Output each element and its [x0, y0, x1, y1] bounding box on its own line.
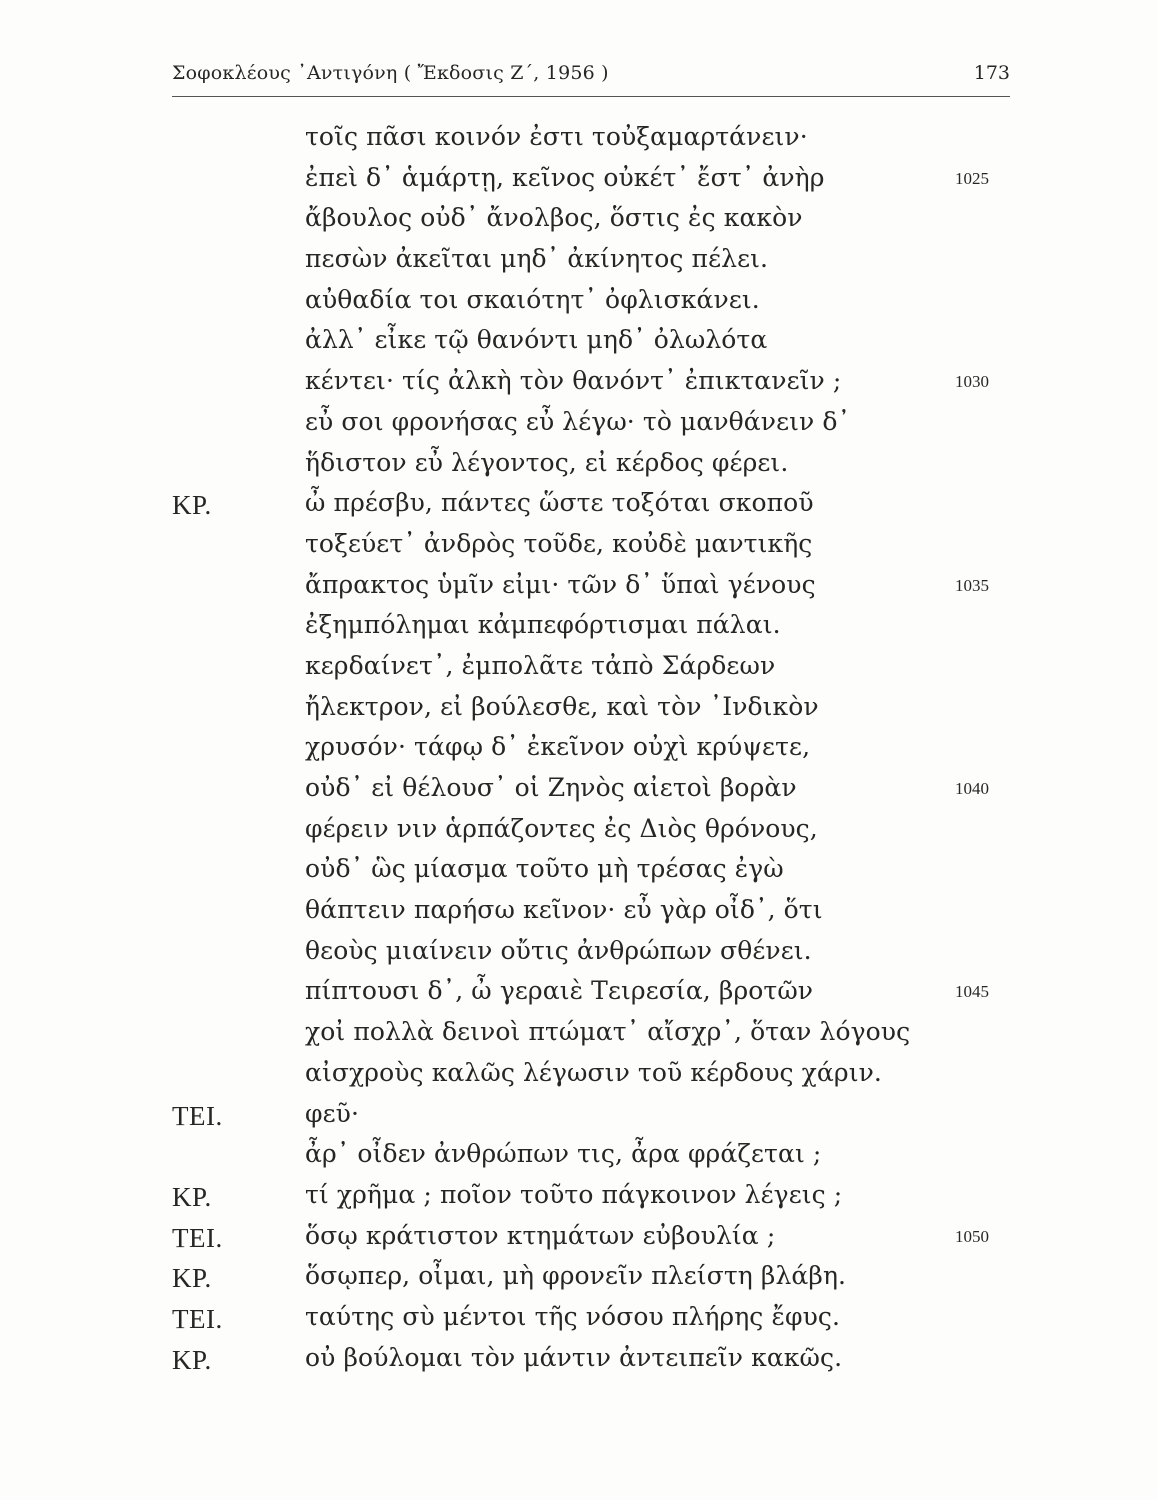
verse-text: ἄπρακτος ὑμῖν εἰμι· τῶν δ᾿ ὕπαὶ γένους: [305, 569, 816, 599]
verse-text: ἥδιστον εὖ λέγοντος, εἰ κέρδος φέρει.: [305, 447, 789, 477]
verse-line: [0, 688, 1158, 729]
verse-line: [0, 769, 1158, 810]
verse-line: [0, 362, 1158, 403]
verse-line: [0, 403, 1158, 444]
verse-text: πίπτουσι δ᾿, ὦ γεραιὲ Τειρεσία, βροτῶν: [305, 976, 814, 1006]
verse-line: [0, 525, 1158, 566]
verse-line: [0, 1339, 1158, 1380]
verse-text: κέντει· τίς ἀλκὴ τὸν θανόντ᾿ ἐπικτανεῖν ;: [305, 366, 842, 396]
verse-text: ταύτης σὺ μέντοι τῆς νόσου πλήρης ἔφυς.: [305, 1301, 841, 1331]
verse-line: [0, 647, 1158, 688]
verse-text: οὐδ᾿ εἰ θέλουσ᾿ οἱ Ζηνὸς αἰετοὶ βορὰν: [305, 773, 797, 802]
verse-line: [0, 240, 1158, 281]
line-number: 1050: [955, 1226, 989, 1246]
speaker-label: ΚΡ.: [172, 490, 212, 521]
verse-line: [0, 444, 1158, 485]
speaker-label: ΚΡ.: [172, 1181, 212, 1212]
verse-text: κερδαίνετ᾿, ἐμπολᾶτε τἀπὸ Σάρδεων: [305, 650, 776, 680]
verse-line: [0, 159, 1158, 200]
verse-line: [0, 1135, 1158, 1176]
verse-line: [0, 810, 1158, 851]
verse-text: θεοὺς μιαίνειν οὔτις ἀνθρώπων σθένει.: [305, 935, 812, 965]
verse-line: [0, 281, 1158, 322]
verse-line: [0, 484, 1158, 525]
verse-text: τί χρῆμα ; ποῖον τοῦτο πάγκοινον λέγεις ;: [305, 1179, 843, 1209]
verse-line: [0, 1095, 1158, 1136]
verse-line: [0, 566, 1158, 607]
verse-block: [0, 118, 1158, 1379]
verse-text: φεῦ·: [305, 1098, 360, 1128]
verse-line: [0, 932, 1158, 973]
verse-line: [0, 1298, 1158, 1339]
verse-text: ἆρ᾿ οἶδεν ἀνθρώπων τις, ἆρα φράζεται ;: [305, 1139, 822, 1169]
verse-line: [0, 1217, 1158, 1258]
line-number: 1035: [955, 575, 989, 595]
verse-line: [0, 972, 1158, 1013]
verse-line: [0, 606, 1158, 647]
page-number: 173: [973, 62, 1010, 84]
verse-text: τοξεύετ᾿ ἀνδρὸς τοῦδε, κοὐδὲ μαντικῆς: [305, 528, 813, 558]
verse-line: [0, 1054, 1158, 1095]
speaker-label: ΚΡ.: [172, 1344, 212, 1375]
line-number: 1045: [955, 982, 989, 1002]
verse-text: ἤλεκτρον, εἰ βούλεσθε, καὶ τὸν ᾿Ινδικὸν: [305, 691, 819, 721]
verse-text: χρυσόν· τάφῳ δ᾿ ἐκεῖνον οὐχὶ κρύψετε,: [305, 732, 811, 762]
verse-text: χοἰ πολλὰ δεινοὶ πτώματ᾿ αἴσχρ᾿, ὅταν λόγους: [305, 1017, 911, 1047]
verse-line: [0, 850, 1158, 891]
verse-text: φέρειν νιν ἁρπάζοντες ἐς Διὸς θρόνους,: [305, 813, 818, 843]
verse-text: ὅσῳ κράτιστον κτημάτων εὐβουλία ;: [305, 1220, 776, 1250]
verse-text: οὐ βούλομαι τὸν μάντιν ἀντειπεῖν κακῶς.: [305, 1342, 843, 1372]
speaker-label: ΤΕΙ.: [172, 1222, 223, 1253]
verse-line: [0, 199, 1158, 240]
verse-text: αὐθαδία τοι σκαιότητ᾿ ὀφλισκάνει.: [305, 284, 760, 314]
verse-text: αἰσχροὺς καλῶς λέγωσιν τοῦ κέρδους χάριν.: [305, 1057, 882, 1087]
verse-text: πεσὼν ἀκεῖται μηδ᾿ ἀκίνητος πέλει.: [305, 244, 769, 274]
verse-text: τοῖς πᾶσι κοινόν ἐστι τοὐξαμαρτάνειν·: [305, 122, 808, 151]
verse-line: [0, 1176, 1158, 1217]
verse-text: ἐπεὶ δ᾿ ἁμάρτῃ, κεῖνος οὐκέτ᾿ ἔστ᾿ ἀνὴρ: [305, 162, 825, 192]
speaker-label: ΚΡ.: [172, 1263, 212, 1294]
verse-line: [0, 321, 1158, 362]
verse-line: [0, 891, 1158, 932]
verse-line: [0, 118, 1158, 159]
verse-text: ἄβουλος οὐδ᾿ ἄνολβος, ὅστις ἐς κακὸν: [305, 203, 803, 233]
verse-text: θάπτειν παρήσω κεῖνον· εὖ γὰρ οἶδ᾿, ὅτι: [305, 895, 823, 925]
line-number: 1030: [955, 372, 989, 392]
speaker-label: ΤΕΙ.: [172, 1303, 223, 1334]
line-number: 1025: [955, 168, 989, 188]
speaker-label: ΤΕΙ.: [172, 1100, 223, 1131]
verse-line: [0, 728, 1158, 769]
verse-text: ἀλλ᾿ εἶκε τῷ θανόντι μηδ᾿ ὀλωλότα: [305, 325, 768, 355]
running-header: [172, 60, 1010, 97]
verse-line: [0, 1257, 1158, 1298]
verse-text: ὦ πρέσβυ, πάντες ὥστε τοξόται σκοποῦ: [305, 488, 814, 518]
verse-text: ἐξημπόλημαι κἀμπεφόρτισμαι πάλαι.: [305, 610, 781, 640]
verse-text: εὖ σοι φρονήσας εὖ λέγω· τὸ μανθάνειν δ᾿: [305, 406, 851, 436]
verse-line: [0, 1013, 1158, 1054]
verse-text: οὐδ᾿ ὣς μίασμα τοῦτο μὴ τρέσας ἐγὼ: [305, 854, 784, 884]
verse-text: ὅσῳπερ, οἶμαι, μὴ φρονεῖν πλείστη βλάβη.: [305, 1261, 847, 1291]
line-number: 1040: [955, 779, 989, 798]
header-title: Σοφοκλέους ᾿Αντιγόνη ( Ἔκδοσις Ζ΄, 1956 ): [172, 62, 609, 84]
